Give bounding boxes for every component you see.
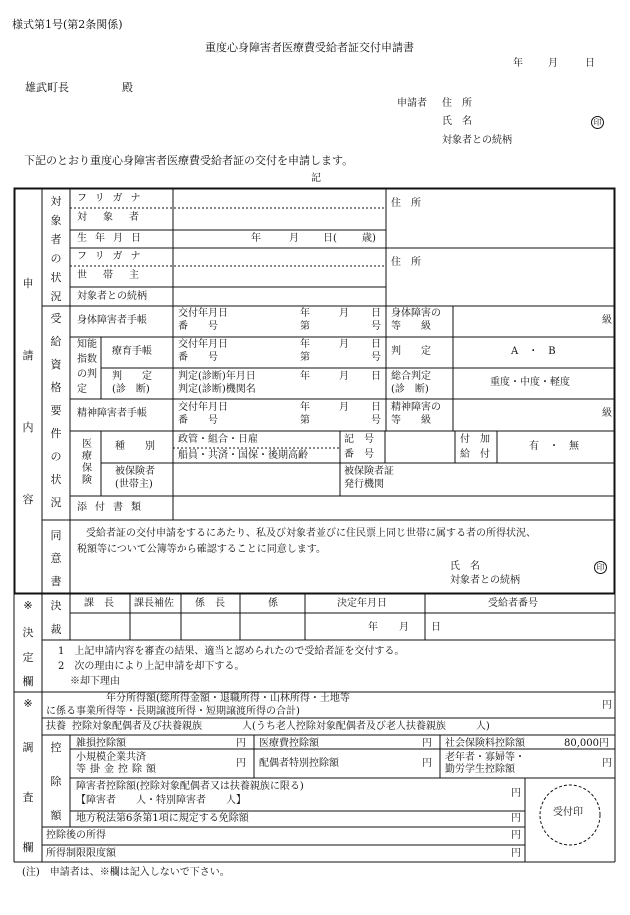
insurance-number-label: 番 号 — [344, 449, 374, 460]
section-label-shinsei-2: 請 — [22, 349, 34, 362]
attached-docs-label: 添付書類 — [77, 502, 149, 513]
section-label-shinsei-3: 内 — [22, 421, 34, 434]
intellect-label-3: の判 — [77, 369, 97, 380]
insurance-type-label: 種 別 — [115, 441, 155, 452]
subject-label-6: 況 — [50, 290, 62, 303]
col-kachou-hosa: 課長補佐 — [134, 598, 174, 609]
physical-month: 月 — [339, 308, 349, 319]
mental-gou: 号 — [371, 415, 381, 426]
section-label-shinsei-1: 申 — [22, 277, 34, 290]
physical-day: 日 — [371, 308, 381, 319]
physical-number-label: 番 号 — [178, 321, 218, 332]
chihou-label: 地方税法第6条第1項に規定する免除額 — [76, 813, 249, 824]
hantei-year: 年 — [300, 371, 310, 382]
eligibility-label-6: 件 — [50, 427, 62, 440]
shokibo-label-2: 等掛金控除額 — [76, 764, 160, 775]
intro-text: 下記のとおり重度心身障害者医療費受給者証の交付を申請します。 — [24, 154, 354, 167]
physical-dai: 第 — [300, 321, 310, 332]
applicant-address-label: 住 所 — [442, 98, 472, 109]
consent-label-1: 同 — [50, 529, 62, 542]
applicant-relation-label: 対象者との続柄 — [442, 135, 512, 146]
benefit-label: 給 付 — [460, 449, 490, 460]
survey-label-3: 欄 — [22, 841, 34, 854]
insurance-label-2: 療 — [82, 451, 92, 462]
eligibility-label-7: の — [50, 450, 62, 463]
ryoiku-dai: 第 — [300, 352, 310, 363]
income-limit-yen: 円 — [511, 848, 521, 859]
intellect-label-2: 指数 — [77, 354, 97, 365]
haigu-label: 配偶者特別控除額 — [259, 758, 339, 769]
insurance-types-1: 政管・組合・日雇 — [178, 434, 258, 445]
issuer-label: 発行機関 — [344, 479, 384, 490]
hantei-date-label: 判定(診断)年月日 — [178, 371, 256, 382]
shougai-label-1: 障害者控除額(控除対象配偶者又は扶養親族に限る) — [76, 781, 304, 792]
hantei-day: 日 — [371, 371, 381, 382]
header-date-month: 月 — [548, 58, 558, 69]
mental-month: 月 — [339, 402, 349, 413]
col-decision-date: 決定年月日 — [337, 598, 387, 609]
shokibo-label-1: 小規模企業共済 — [76, 752, 146, 763]
sogo-hantei-label: 総合判定 — [391, 371, 431, 382]
zasson-label: 雑損控除額 — [76, 738, 126, 749]
rounen-label-2: 勤労学生控除額 — [445, 764, 515, 775]
footer-note: (注) 申請者は、※欄は記入しないで下さい。 — [22, 867, 230, 878]
iryou-yen: 円 — [422, 738, 432, 749]
insurer-cert-label: 被保険者証 — [344, 466, 394, 477]
mental-handbook-label: 精神障害者手帳 — [77, 408, 147, 419]
income-limit-label: 所得制限限度額 — [46, 848, 116, 859]
ryoiku-hantei-label: 判 定 — [391, 346, 431, 357]
survey-mark: ※ — [23, 697, 33, 710]
eligibility-label-8: 状 — [50, 473, 62, 486]
mental-year: 年 — [300, 402, 310, 413]
ryoiku-number-label: 番 号 — [178, 352, 218, 363]
mental-kyu: 級 — [602, 408, 612, 419]
col-kakari: 係 — [268, 598, 278, 609]
consent-label-3: 書 — [50, 575, 62, 588]
subject-person-label: 対象者 — [77, 212, 155, 223]
mental-dai: 第 — [300, 415, 310, 426]
consent-seal: 印 — [594, 561, 607, 574]
birth-age-unit: 歳) — [362, 233, 376, 244]
consent-name-label: 氏 名 — [450, 561, 480, 572]
eligibility-label-1: 受 — [50, 312, 62, 325]
physical-year: 年 — [300, 308, 310, 319]
decision-mark: ※ — [23, 599, 33, 612]
sogo-shindan-label: (診 断) — [391, 384, 429, 395]
ryoiku-gou: 号 — [371, 352, 381, 363]
householder-label: 世帯主 — [77, 270, 155, 281]
eligibility-label-2: 給 — [50, 335, 62, 348]
haigu-yen: 円 — [422, 758, 432, 769]
intellect-label-4: 定 — [77, 384, 87, 395]
consent-label-2: 意 — [50, 552, 62, 565]
ki-label: 記 — [311, 173, 321, 184]
subject-label-3: 者 — [50, 233, 62, 246]
insurance-label-3: 保 — [82, 463, 92, 474]
physical-kyu: 級 — [602, 315, 612, 326]
physical-grade-label: 身体障害の — [391, 308, 441, 319]
mental-number-label: 番 号 — [178, 415, 218, 426]
eligibility-label-4: 格 — [50, 381, 62, 394]
kessai-label-2: 裁 — [50, 623, 62, 636]
subject-label-1: 対 — [50, 195, 62, 208]
consent-text-2: 税額等について公簿等から確認することに同意します。 — [77, 544, 326, 555]
koujo-label-3: 額 — [50, 809, 62, 822]
physical-handbook-label: 身体障害者手帳 — [77, 315, 147, 326]
consent-text-1: 受給者証の交付申請をするにあたり、私及び対象者並びに住民票上同じ世帯に属する者の所得状況、 — [86, 528, 536, 539]
decision-year: 年 — [368, 622, 378, 633]
subject-label-5: 状 — [50, 271, 62, 284]
birth-date-label: 生年月日 — [77, 233, 149, 244]
decision-label-1: 決 — [22, 626, 34, 639]
applicant-name-label: 氏 名 — [442, 116, 472, 127]
applicant-label: 申請者 — [397, 98, 427, 109]
physical-gou: 号 — [371, 321, 381, 332]
insurance-types-2: 船員・共済・国保・後期高齢 — [178, 450, 308, 461]
fuyo-label: 扶養 — [46, 721, 66, 732]
rounen-label-1: 老年者・寡婦等・ — [445, 752, 525, 763]
addressee: 雄武町長 — [25, 81, 69, 94]
physical-grade-label-2: 等 級 — [391, 321, 431, 332]
decision-label-2: 定 — [22, 651, 34, 664]
form-title: 重度心身障害者医療費受給者証交付申請書 — [205, 41, 414, 54]
income-yen: 円 — [602, 700, 612, 711]
ryoiku-issue-date-label: 交付年月日 — [178, 339, 228, 350]
iryou-label: 医療費控除額 — [259, 738, 319, 749]
furigana2-label: フリガナ — [77, 251, 149, 262]
eligibility-label-3: 資 — [50, 358, 62, 371]
subject-label-4: の — [50, 252, 62, 265]
chihou-yen: 円 — [511, 813, 521, 824]
physical-issue-date-label: 交付年月日 — [178, 308, 228, 319]
col-kakarichou: 係 長 — [195, 598, 225, 609]
koujo-label-2: 除 — [50, 775, 62, 788]
rejection-reason-label: ※却下理由 — [70, 676, 120, 687]
honorific: 殿 — [122, 81, 133, 94]
header-date-year: 年 — [513, 58, 523, 69]
decision-day: 日 — [431, 622, 441, 633]
additional-label: 付 加 — [460, 434, 490, 445]
hantei-month: 月 — [339, 371, 349, 382]
ryoiku-handbook-label: 療育手帳 — [112, 346, 152, 357]
benefit-yes-no: 有 ・ 無 — [529, 441, 579, 452]
mental-grade-label-2: 等 級 — [391, 415, 431, 426]
header-date-day: 日 — [585, 58, 595, 69]
birth-day-unit: 日( — [323, 233, 337, 244]
ryoiku-day: 日 — [371, 339, 381, 350]
eligibility-label-5: 要 — [50, 404, 62, 417]
shakai-value: 80,000円 — [564, 738, 609, 749]
eligibility-label-9: 況 — [50, 496, 62, 509]
furigana-label: フリガナ — [77, 193, 149, 204]
severity-options: 重度・中度・軽度 — [490, 377, 570, 388]
mental-day: 日 — [371, 402, 381, 413]
householder-address-label: 住 所 — [391, 257, 421, 268]
income-line-2: に係る事業所得等・長期譲渡所得・短期譲渡所得の合計) — [46, 706, 300, 717]
ryoiku-month: 月 — [339, 339, 349, 350]
subject-address-label: 住 所 — [391, 198, 421, 209]
after-deduction-label: 控除後の所得 — [46, 830, 106, 841]
shindan-sub-label: (診 断) — [112, 384, 150, 395]
shougai-label-2: 【障害者 人・特別障害者 人】 — [76, 795, 246, 806]
ryoiku-a-b: A ・ B — [511, 346, 556, 357]
subject-label-2: 象 — [50, 214, 62, 227]
decision-month: 月 — [399, 622, 409, 633]
form-number: 様式第1号(第2条関係) — [12, 18, 123, 31]
after-deduction-yen: 円 — [511, 830, 521, 841]
shougai-yen: 円 — [511, 788, 521, 799]
insurance-symbol-label: 記 号 — [344, 434, 374, 445]
hantei-sub-label: 判 定 — [112, 371, 152, 382]
survey-label-1: 調 — [22, 741, 34, 754]
koujo-label-1: 控 — [50, 741, 62, 754]
fuyo-text: 控除対象配偶者及び扶養親族 人(うち老人控除対象配偶者及び老人扶養親族 人) — [72, 721, 490, 732]
decision-label-3: 欄 — [22, 675, 34, 688]
income-line-1: 年分所得額(総所得金額・退職所得・山林所得・土地等 — [106, 693, 350, 704]
ryoiku-year: 年 — [300, 339, 310, 350]
kessai-label-1: 決 — [50, 599, 62, 612]
hantei-org-label: 判定(診断)機関名 — [178, 384, 256, 395]
rounen-yen: 円 — [602, 758, 612, 769]
insured-householder-label: (世帯主) — [115, 479, 153, 490]
reception-stamp-label: 受付印 — [553, 807, 583, 818]
survey-label-2: 査 — [22, 791, 34, 804]
applicant-seal: 印 — [591, 116, 604, 129]
birth-month-unit: 月 — [289, 233, 299, 244]
subject-relation-label: 対象者との続柄 — [77, 291, 147, 302]
mental-issue-date-label: 交付年月日 — [178, 402, 228, 413]
birth-year-unit: 年 — [251, 233, 261, 244]
insurance-label-4: 険 — [82, 475, 92, 486]
section-label-shinsei-4: 容 — [22, 493, 34, 506]
decision-item-2: 2 次の理由により上記申請を却下する。 — [58, 661, 245, 672]
shokibo-yen: 円 — [236, 758, 246, 769]
col-recipient-number: 受給者番号 — [488, 598, 538, 609]
mental-grade-label: 精神障害の — [391, 402, 441, 413]
shakai-label: 社会保険料控除額 — [445, 738, 525, 749]
consent-relation-label: 対象者との続柄 — [450, 575, 520, 586]
insurance-label-1: 医 — [82, 439, 92, 450]
decision-item-1: 1 上記申請内容を審査の結果、適当と認められたので受給者証を交付する。 — [58, 646, 405, 657]
zasson-yen: 円 — [236, 738, 246, 749]
col-kachou: 課 長 — [84, 598, 114, 609]
insured-label: 被保険者 — [115, 466, 155, 477]
intellect-label-1: 知能 — [77, 339, 97, 350]
